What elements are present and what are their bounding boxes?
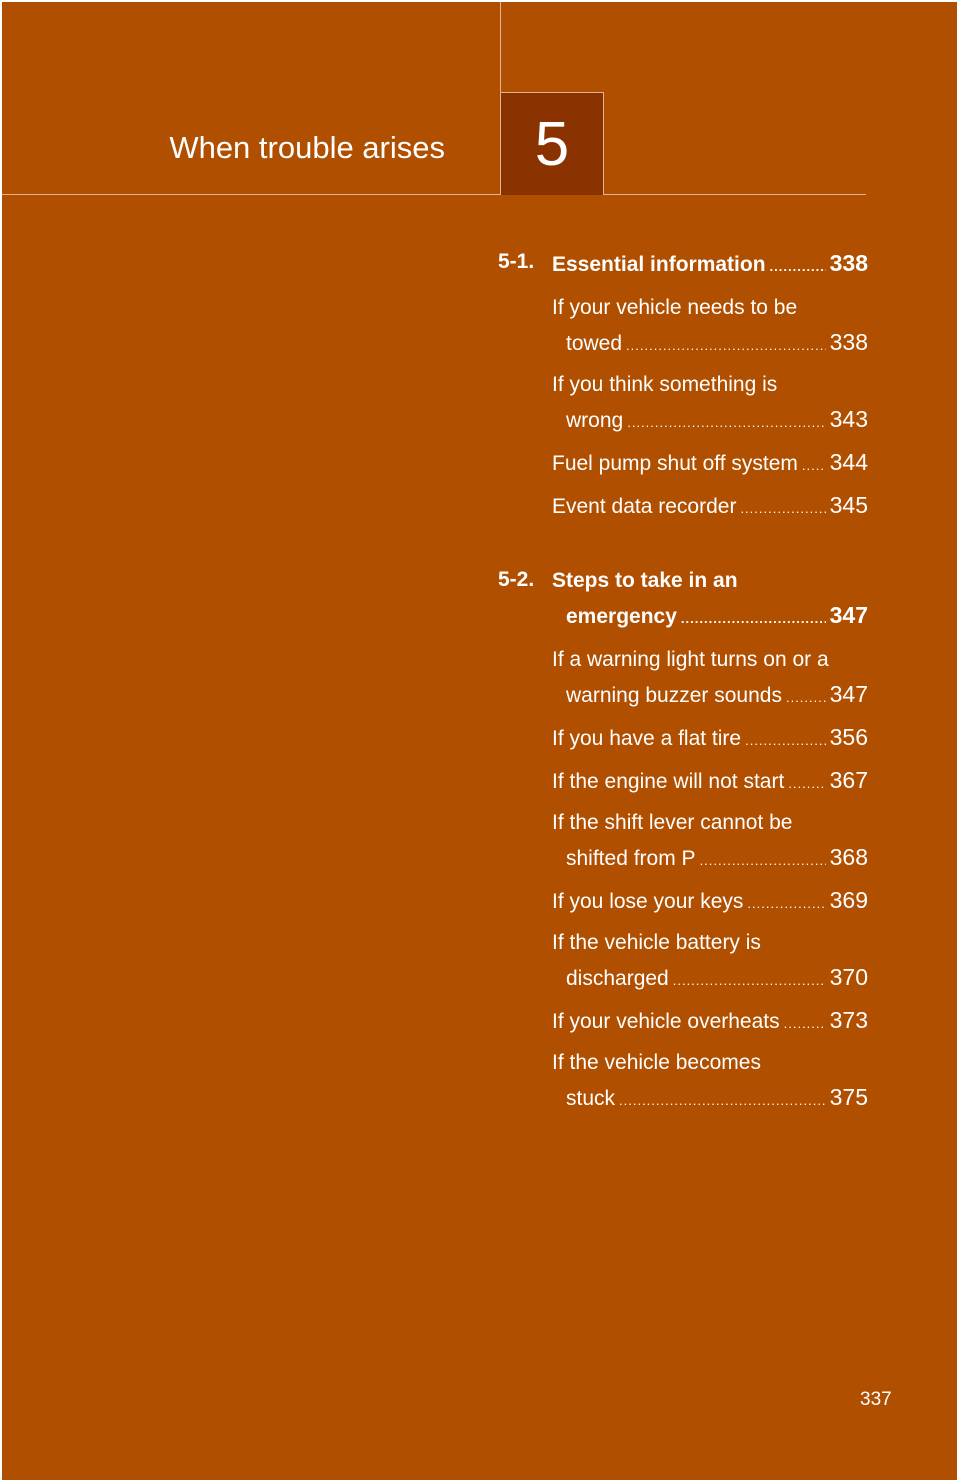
entry-title-text: shifted from P bbox=[566, 847, 696, 870]
entry-page-number: 338 bbox=[829, 329, 868, 355]
dot-leader bbox=[784, 1007, 826, 1041]
chapter-number: 5 bbox=[534, 109, 570, 179]
dot-leader bbox=[747, 887, 825, 921]
section-page-number: 338 bbox=[829, 250, 868, 276]
dot-leader bbox=[788, 767, 825, 801]
dot-leader bbox=[745, 724, 826, 758]
toc-entry[interactable] bbox=[552, 445, 868, 483]
entry-page-number: 373 bbox=[829, 1007, 868, 1033]
dot-leader bbox=[626, 329, 826, 363]
toc-entry[interactable] bbox=[552, 1046, 868, 1118]
entry-row bbox=[552, 445, 868, 483]
dot-leader bbox=[700, 844, 826, 878]
toc-section bbox=[498, 246, 868, 526]
toc-entry[interactable] bbox=[552, 763, 868, 801]
toc-section bbox=[498, 564, 868, 1118]
toc-entry[interactable] bbox=[552, 883, 868, 921]
entry-row bbox=[552, 720, 868, 758]
entry-title-text: warning buzzer sounds bbox=[566, 684, 782, 707]
entry-title-text: towed bbox=[566, 332, 623, 355]
dot-leader bbox=[619, 1084, 826, 1118]
entry-page-number: 368 bbox=[829, 844, 868, 870]
entry-title-text: If your vehicle overheats bbox=[552, 1010, 780, 1033]
toc-section-title[interactable] bbox=[552, 246, 868, 284]
entry-title-text: stuck bbox=[566, 1087, 616, 1110]
entry-row bbox=[552, 402, 868, 440]
dot-leader bbox=[786, 681, 826, 715]
entry-row bbox=[552, 763, 868, 801]
section-title-text: emergency bbox=[566, 605, 677, 628]
entry-title-text: discharged bbox=[566, 967, 669, 990]
entry-page-number: 375 bbox=[829, 1084, 868, 1110]
dot-leader bbox=[681, 602, 826, 636]
dot-leader bbox=[627, 406, 825, 440]
entry-row bbox=[552, 325, 868, 363]
chapter-title: When trouble arises bbox=[169, 130, 445, 165]
entry-row bbox=[552, 1080, 868, 1118]
entry-title-text: Fuel pump shut off system bbox=[552, 452, 798, 475]
section-page-number: 347 bbox=[829, 602, 868, 628]
section-number: 5-1. bbox=[498, 250, 535, 273]
toc-section-title[interactable] bbox=[552, 564, 868, 636]
table-of-contents bbox=[498, 246, 868, 1156]
entry-title-line: If you think something is bbox=[552, 373, 778, 396]
page-number: 337 bbox=[860, 1389, 892, 1410]
toc-entry[interactable] bbox=[552, 291, 868, 363]
entry-page-number: 370 bbox=[829, 964, 868, 990]
toc-entry[interactable] bbox=[552, 368, 868, 440]
entry-row bbox=[552, 840, 868, 878]
entry-row bbox=[552, 677, 868, 715]
entry-title-text: If you have a flat tire bbox=[552, 727, 742, 750]
manual-page bbox=[2, 2, 957, 1480]
section-title-line: Steps to take in an bbox=[552, 569, 738, 592]
entry-row bbox=[552, 883, 868, 921]
entry-page-number: 369 bbox=[829, 887, 868, 913]
entry-page-number: 347 bbox=[829, 681, 868, 707]
dot-leader bbox=[740, 492, 825, 526]
header-horizontal-rule bbox=[2, 194, 866, 195]
dot-leader bbox=[673, 964, 826, 998]
entry-title-line: If the vehicle battery is bbox=[552, 931, 761, 954]
section-title-text: Essential information bbox=[552, 253, 766, 276]
toc-entry[interactable] bbox=[552, 488, 868, 526]
entry-title-line: If the vehicle becomes bbox=[552, 1051, 761, 1074]
toc-entry[interactable] bbox=[552, 806, 868, 878]
entry-page-number: 356 bbox=[829, 724, 868, 750]
toc-entry[interactable] bbox=[552, 1003, 868, 1041]
section-number: 5-2. bbox=[498, 568, 535, 591]
toc-entry[interactable] bbox=[552, 643, 868, 715]
entry-title-text: If the engine will not start bbox=[552, 770, 785, 793]
entry-title-text: Event data recorder bbox=[552, 495, 737, 518]
entry-page-number: 344 bbox=[829, 449, 868, 475]
entry-row bbox=[552, 488, 868, 526]
entry-title-line: If the shift lever cannot be bbox=[552, 811, 793, 834]
entry-title-line: If a warning light turns on or a bbox=[552, 648, 829, 671]
entry-title-line: If your vehicle needs to be bbox=[552, 296, 798, 319]
dot-leader bbox=[802, 449, 826, 483]
section-title-row bbox=[552, 246, 868, 284]
entry-title-text: wrong bbox=[566, 409, 624, 432]
chapter-number-box bbox=[500, 92, 604, 195]
toc-entry[interactable] bbox=[552, 926, 868, 998]
entry-page-number: 345 bbox=[829, 492, 868, 518]
entry-title-text: If you lose your keys bbox=[552, 890, 744, 913]
entry-page-number: 367 bbox=[829, 767, 868, 793]
entry-page-number: 343 bbox=[829, 406, 868, 432]
entry-row bbox=[552, 960, 868, 998]
dot-leader bbox=[770, 250, 826, 284]
section-title-row bbox=[552, 598, 868, 636]
toc-entry[interactable] bbox=[552, 720, 868, 758]
entry-row bbox=[552, 1003, 868, 1041]
